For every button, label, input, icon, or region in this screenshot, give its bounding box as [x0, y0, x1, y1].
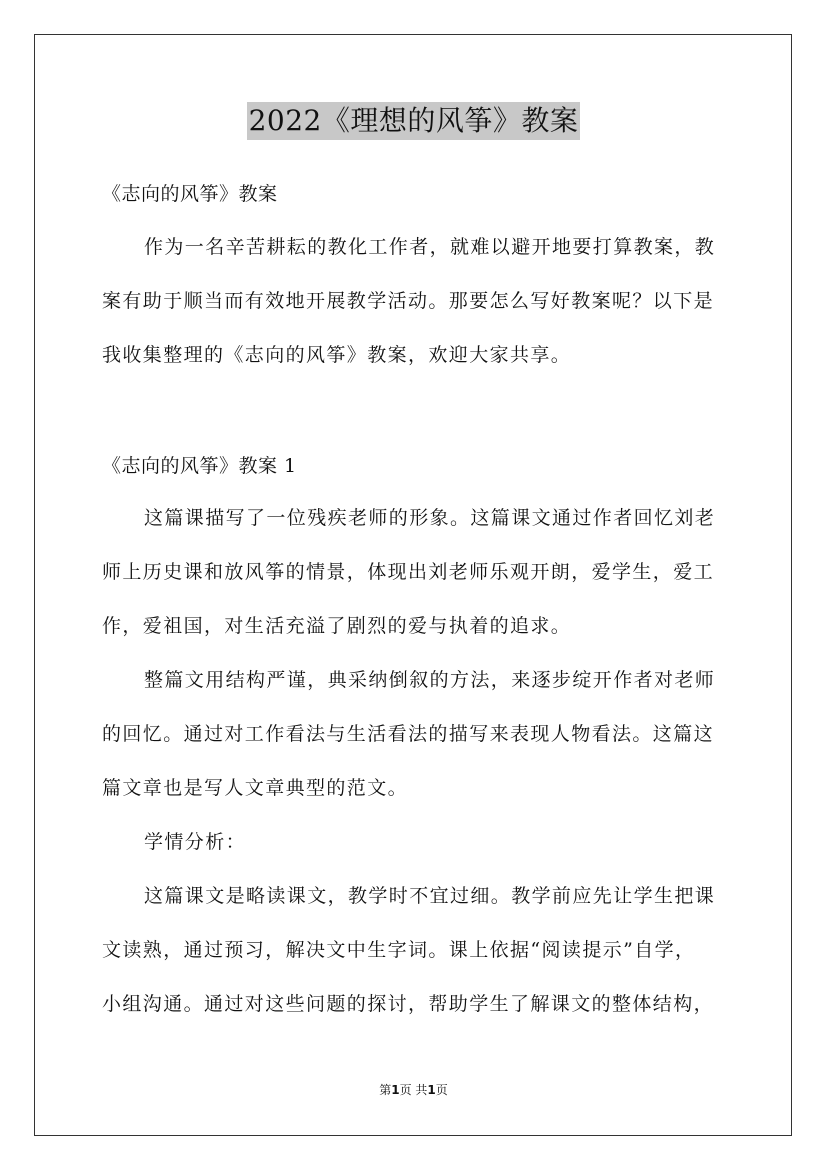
- paragraph-line: 作为一名辛苦耕耘的教化工作者，就难以避开地要打算教案，教: [144, 236, 716, 258]
- body-paragraph-2: [102, 666, 726, 802]
- analysis-label-paragraph: [102, 828, 726, 856]
- body-paragraph-1: [102, 504, 726, 640]
- paragraph-line: 篇文章也是写人文章典型的范文。: [102, 777, 409, 799]
- page-prefix: 第: [379, 1083, 392, 1097]
- intro-paragraph: [102, 233, 726, 369]
- paragraph-line: 整篇文用结构严谨，典采纳倒叙的方法，来逐步绽开作者对老师: [144, 669, 716, 691]
- document-subtitle: 《志向的风筝》教案: [102, 183, 278, 205]
- page-mid: 页 共: [399, 1083, 428, 1097]
- paragraph-line: 这篇课文是略读课文，教学时不宜过细。教学前应先让学生把课: [144, 885, 716, 907]
- page-suffix: 页: [435, 1083, 448, 1097]
- section-heading: 《志向的风筝》教案 1: [102, 455, 297, 477]
- paragraph-line: 这篇课描写了一位残疾老师的形象。这篇课文通过作者回忆刘老: [144, 507, 716, 529]
- paragraph-line: 师上历史课和放风筝的情景，体现出刘老师乐观开朗，爱学生，爱工: [102, 561, 715, 583]
- paragraph-line: 我收集整理的《志向的风筝》教案，欢迎大家共享。: [102, 344, 572, 366]
- paragraph-line: 案有助于顺当而有效地开展教学活动。那要怎么写好教案呢？以下是: [102, 290, 715, 312]
- paragraph-line: 文读熟，通过预习，解决文中生字词。课上依据“阅读提示”自学，: [102, 939, 696, 961]
- page-number: 1: [391, 1083, 400, 1097]
- paragraph-line: 的回忆。通过对工作看法与生活看法的描写来表现人物看法。这篇这: [102, 723, 715, 745]
- paragraph-line: 小组沟通。通过对这些问题的探讨，帮助学生了解课文的整体结构，: [102, 993, 715, 1015]
- document-title: 2022《理想的风筝》教案: [247, 102, 581, 140]
- paragraph-line: 作，爱祖国，对生活充溢了剧烈的爱与执着的追求。: [102, 615, 572, 637]
- analysis-label: 学情分析：: [144, 831, 247, 853]
- page-footer: [0, 1082, 827, 1098]
- total-pages: 1: [427, 1083, 436, 1097]
- title-container: [0, 102, 827, 140]
- body-paragraph-3: [102, 882, 726, 1018]
